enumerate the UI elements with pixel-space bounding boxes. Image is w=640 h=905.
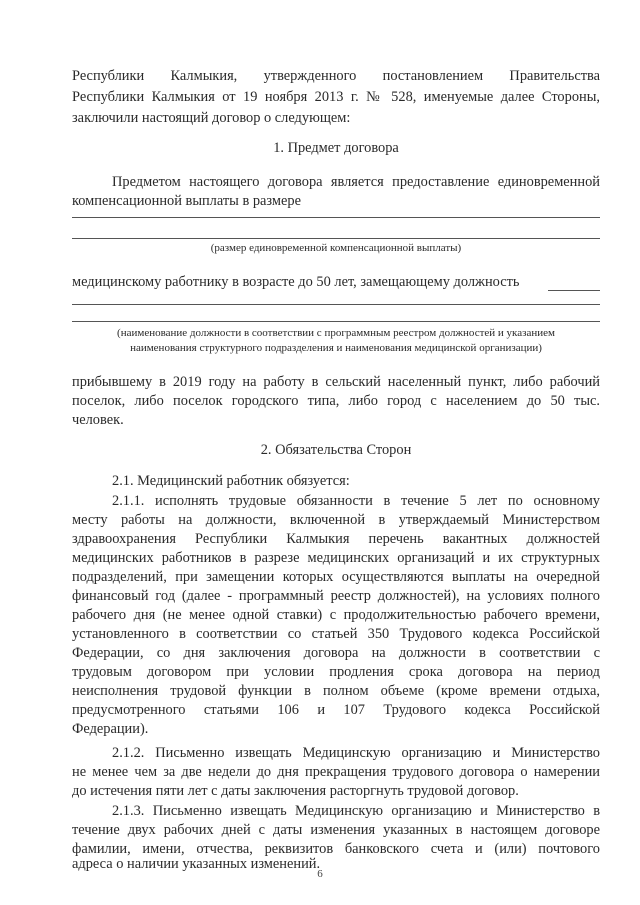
paragraph-line: течение двух рабочих дней с даты изменения указанных в настоящем договоре xyxy=(72,822,600,838)
intro-line: Республики Калмыкия, утвержденного постановлением Правительства xyxy=(72,68,600,84)
paragraph-line: здравоохранения Республики Калмыкия перечень вакантных должностей xyxy=(72,531,600,547)
paragraph-line: 2.1.1. исполнять трудовые обязанности в течение 5 лет по основному xyxy=(112,493,600,509)
paragraph-line: неисполнения трудовой функции в полном объеме (кроме времени отдыха, xyxy=(72,683,600,699)
fill-in-line xyxy=(72,217,600,218)
paragraph-line: Предметом настоящего договора является предоставление единовременной xyxy=(112,174,600,190)
paragraph-line: финансовый год (далее - программный реестр должностей), на условиях полного xyxy=(72,588,600,604)
paragraph-line: Федерации, со дня заключения договора на должности в соответствии с xyxy=(72,645,600,661)
paragraph-line: 2.1. Медицинский работник обязуется: xyxy=(112,473,350,489)
paragraph-line: предусмотренного статьями 106 и 107 Трудового кодекса Российской xyxy=(72,702,600,718)
paragraph-line: поселок, либо поселок городского типа, либо город с населением до 50 тыс. xyxy=(72,393,600,409)
field-caption: (наименование должности в соответствии с программным реестром должностей и указанием xyxy=(117,327,555,339)
page-number: 6 xyxy=(317,868,323,880)
paragraph-line: подразделений, при замещении которых осуществляются выплаты на очередной xyxy=(72,569,600,585)
paragraph-line: до истечения пяти лет с даты заключения расторгнуть трудовой договор. xyxy=(72,783,519,799)
fill-in-line xyxy=(72,304,600,305)
paragraph-line: не менее чем за две недели до дня прекращения трудового договора о намерении xyxy=(72,764,600,780)
fill-in-line xyxy=(72,321,600,322)
fill-in-line xyxy=(72,238,600,239)
paragraph-line: медицинскому работнику в возрасте до 50 лет, замещающему должность xyxy=(72,274,520,290)
intro-line: Республики Калмыкия от 19 ноября 2013 г. № 528, именуемые далее Стороны, xyxy=(72,89,600,105)
paragraph-line: фамилии, имени, отчества, реквизитов банковского счета и (или) почтового xyxy=(72,841,600,857)
paragraph-line: адреса о наличии указанных изменений. xyxy=(72,856,321,872)
fill-in-line xyxy=(548,290,600,291)
paragraph-line: 2.1.3. Письменно извещать Медицинскую организацию и Министерство в xyxy=(112,803,600,819)
intro-line: заключили настоящий договор о следующем: xyxy=(72,110,351,126)
section-heading: 1. Предмет договора xyxy=(273,140,399,156)
paragraph-line: человек. xyxy=(72,412,124,428)
paragraph-line: трудовым договором при условии продления срока договора на период xyxy=(72,664,600,680)
paragraph-line: месту работы на должности, включенной в утверждаемый Министерством xyxy=(72,512,600,528)
paragraph-line: 2.1.2. Письменно извещать Медицинскую организацию и Министерство xyxy=(112,745,600,761)
paragraph-line: Федерации). xyxy=(72,721,149,737)
paragraph-line: компенсационной выплаты в размере xyxy=(72,193,301,209)
paragraph-line: рабочего дня (не менее одной ставки) с продолжительностью рабочего времени, xyxy=(72,607,600,623)
paragraph-line: медицинских работников в разрезе медицинских организаций и их структурных xyxy=(72,550,600,566)
field-caption: наименования структурного подразделения и наименования медицинской организации) xyxy=(130,342,542,354)
section-heading: 2. Обязательства Сторон xyxy=(260,442,412,458)
paragraph-line: прибывшему в 2019 году на работу в сельский населенный пункт, либо рабочий xyxy=(72,374,600,390)
field-caption: (размер единовременной компенсационной выплаты) xyxy=(210,242,462,254)
paragraph-line: установленного в соответствии со статьей 350 Трудового кодекса Российской xyxy=(72,626,600,642)
